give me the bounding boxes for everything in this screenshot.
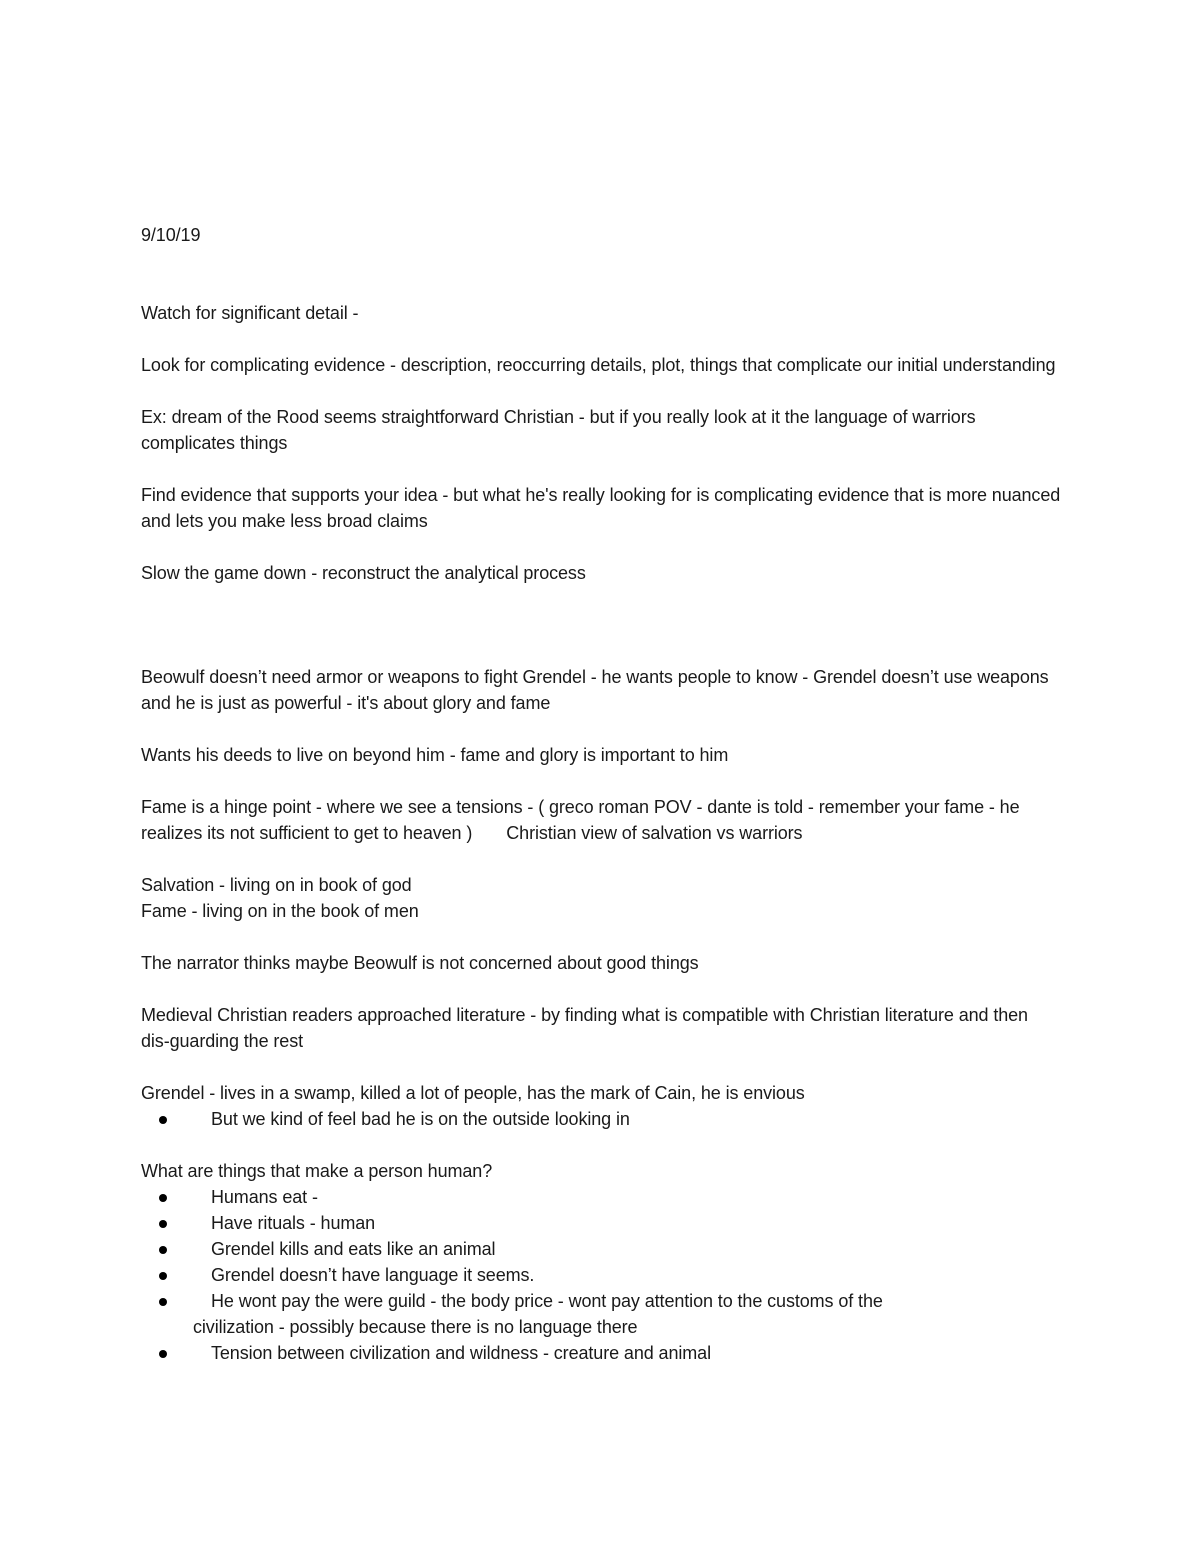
list-item-continuation: civilization - possibly because there is no language there	[193, 1317, 638, 1337]
paragraph-human-question: What are things that make a person human?	[141, 1161, 493, 1181]
paragraph-narrator: The narrator thinks maybe Beowulf is not concerned about good things	[141, 953, 699, 973]
blank-space	[141, 586, 1061, 638]
list-item-text: Grendel doesn’t have language it seems.	[211, 1265, 535, 1285]
human-bullet-list	[141, 1184, 1061, 1366]
list-item-text: Tension between civilization and wildness - creature and animal	[211, 1343, 711, 1363]
paragraph-deeds: Wants his deeds to live on beyond him - fame and glory is important to him	[141, 745, 729, 765]
bullet-icon	[159, 1272, 167, 1280]
list-item	[141, 1288, 1061, 1340]
list-item	[141, 1210, 1061, 1236]
bullet-icon	[159, 1298, 167, 1306]
paragraph-complicating-evidence: Look for complicating evidence - description, reoccurring details, plot, things that complicate our initial understanding	[141, 355, 1056, 375]
list-item	[141, 1262, 1061, 1288]
paragraph-slow-game: Slow the game down - reconstruct the analytical process	[141, 563, 586, 583]
paragraph-grendel: Grendel - lives in a swamp, killed a lot of people, has the mark of Cain, he is envious	[141, 1083, 805, 1103]
list-item	[141, 1340, 1061, 1366]
list-item	[141, 1184, 1061, 1210]
paragraph-significant-detail: Watch for significant detail -	[141, 303, 359, 323]
list-item	[141, 1236, 1061, 1262]
paragraph-medieval-readers: Medieval Christian readers approached literature - by finding what is compatible with Christian literature and then dis-guarding the rest	[141, 1005, 1028, 1051]
list-item-text: Have rituals - human	[211, 1213, 376, 1233]
line-fame: Fame - living on in the book of men	[141, 901, 419, 921]
list-item-text: Grendel kills and eats like an animal	[211, 1239, 496, 1259]
paragraph-fame-hinge	[141, 794, 1061, 846]
christian-view-text: Christian view of salvation vs warriors	[506, 823, 803, 843]
line-salvation: Salvation - living on in book of god	[141, 875, 412, 895]
note-date: 9/10/19	[141, 225, 201, 245]
document-body	[141, 222, 1061, 1392]
bullet-icon	[159, 1246, 167, 1254]
bullet-icon	[159, 1350, 167, 1358]
bullet-icon	[159, 1220, 167, 1228]
list-item	[141, 1106, 1061, 1132]
bullet-icon	[159, 1194, 167, 1202]
list-item-text: He wont pay the were guild - the body price - wont pay attention to the customs of the	[211, 1291, 883, 1311]
grendel-bullet-list	[141, 1106, 1061, 1132]
fame-hinge-text: Fame is a hinge point - where we see a tensions - ( greco roman POV - dante is told - remember your fame - he realizes its not sufficient to get to heaven )	[141, 797, 1020, 843]
paragraph-dream-of-rood: Ex: dream of the Rood seems straightforward Christian - but if you really look at it the language of warriors complicates things	[141, 407, 976, 453]
paragraph-find-evidence: Find evidence that supports your idea - but what he's really looking for is complicating evidence that is more nuanced and lets you make less broad claims	[141, 485, 1061, 531]
paragraph-beowulf-armor: Beowulf doesn’t need armor or weapons to fight Grendel - he wants people to know - Grendel doesn’t use weapons and he is just as powerful - it's about glory and fame	[141, 667, 1049, 713]
list-item-text: Humans eat -	[211, 1187, 318, 1207]
list-item-text: But we kind of feel bad he is on the outside looking in	[211, 1109, 630, 1129]
blank-line	[141, 638, 1061, 664]
bullet-icon	[159, 1116, 167, 1124]
